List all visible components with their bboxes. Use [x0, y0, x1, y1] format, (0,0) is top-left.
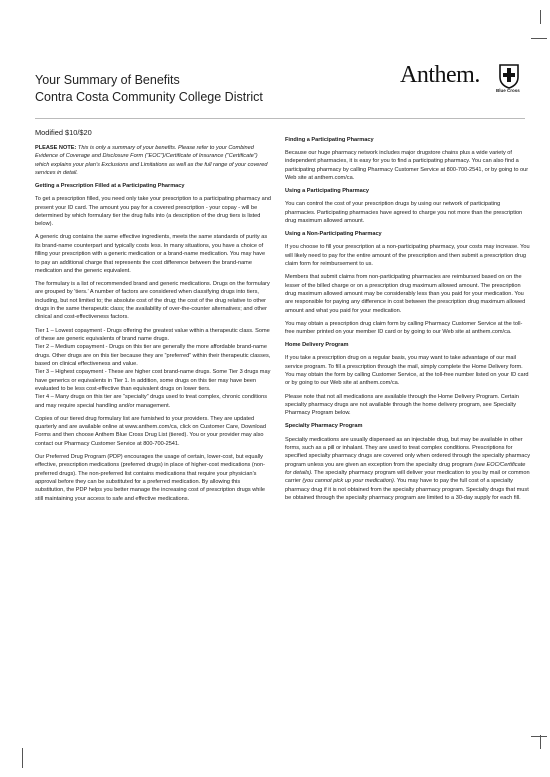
plan-version: Modified $10/$20	[35, 128, 92, 137]
crop-mark	[526, 10, 541, 24]
section-heading-home-delivery: Home Delivery Program	[285, 342, 349, 349]
paragraph: To get a prescription filled, you need only take your prescription to a participating pharmacy and present your ID card. The amount you pay for a covered prescription - your copay - will be determined by which formulary tier the drug falls into (a description of the drug tiers is listed below).	[35, 196, 272, 228]
paragraph: Our Preferred Drug Program (PDP) encourages the usage of certain, lower-cost, but equally effective, prescription medications (preferred drugs) in place of higher-cost medications (non-preferred drugs). The non-preferred list contains medications that require your physician’s approval before they can be substituted for a preferred medication. By allowing this substitution, the PDP helps you better manage the increasing cost of prescription drugs while still maintaining your access to safe and effective medications.	[35, 453, 265, 502]
crop-mark	[526, 735, 541, 749]
paragraph: You can control the cost of your prescription drugs by using our network of participating pharmacies. Participating pharmacies have agreed to charge you not more than the prescription drug maximum allowed amount.	[285, 201, 523, 225]
paragraph: Copies of our tiered drug formulary list are furnished to your providers. They are updated quarterly and are available online at www.anthem.com/ca, click on Customer Care, Download Forms and then choose Anthem Blue Cross Drug List (tiered). You or your provider may also contact our Pharmacy Customer Service at 800-700-2541.	[35, 415, 267, 447]
section-heading-finding-pharmacy: Finding a Participating Pharmacy	[285, 137, 374, 143]
document-subtitle: Contra Costa Community College District	[35, 90, 263, 104]
section-heading-getting-prescription: Getting a Prescription Filled at a Participating Pharmacy	[35, 183, 185, 190]
right-column	[285, 136, 531, 507]
logo-wordmark: Anthem.	[400, 62, 480, 88]
left-column	[35, 128, 271, 508]
text-run: The specialty pharmacy program will deliver your medication to you by mail or common carrier	[285, 469, 530, 485]
paragraph: Because our huge pharmacy network includes major drugstore chains plus a wide variety of independent pharmacies, it is easy for you to find a participating pharmacy. You can also find a participating pharmacy by calling Pharmacy Customer Service at 800-700-2541, or by going to our Web site at anthem.com/ca.	[285, 150, 529, 182]
tier-4-description: Tier 4 – Many drugs on this tier are “specialty” drugs used to treat complex, chronic conditions and may require special handling and/or management.	[35, 394, 268, 409]
tier-3-description: Tier 3 – Highest copayment - These are higher cost brand-name drugs. Some Tier 3 drugs may have generics or equivalents in Tier 1. In addition, some drugs on this tier may have been evaluated to be less cost-effective than equivalent drugs on lower tiers.	[35, 369, 271, 392]
text-run: You may have to pay the full cost of a specialty pharmacy drug if it is not obtained from the specialty pharmacy program. Specialty drugs that must be obtained through the specialty pharmacy program are limited to a 30-day supply for each fill.	[285, 478, 529, 501]
note-label: PLEASE NOTE:	[35, 145, 77, 151]
anthem-logo	[400, 62, 530, 102]
paragraph: A generic drug contains the same effective ingredients, meets the same standards of purity as its brand-name counterpart and typically costs less. In many situations, you have a choice of filling your prescription with a generic medication or a brand-name medication. You may have to pay an additional charge that represents the cost difference between the brand-name medication and the generic equivalent.	[35, 234, 268, 274]
crop-mark	[22, 748, 23, 768]
tier-1-description: Tier 1 – Lowest copayment - Drugs offering the greatest value within a therapeutic class. Some of these are generic equivalents of brand name drugs.	[35, 327, 270, 342]
section-heading-using-participating: Using a Participating Pharmacy	[285, 188, 369, 195]
please-note	[35, 144, 271, 177]
blue-cross-shield-icon	[498, 63, 520, 89]
document-title: Your Summary of Benefits	[35, 73, 180, 87]
text-run-italic: (see EOC/Certificate for details).	[285, 461, 526, 476]
text-run-italic: (you cannot pick up your medication).	[302, 478, 396, 485]
section-heading-specialty-pharmacy: Specialty Pharmacy Program	[285, 423, 363, 430]
tier-2-description: Tier 2 – Medium copayment - Drugs on this tier are generally the more affordable brand-name drugs. Other drugs are on this tier because they are “preferred” within their therapeutic classes, based on clinical effectiveness and value.	[35, 344, 271, 367]
crop-mark	[531, 38, 547, 39]
logo-subtext: Blue Cross	[496, 88, 520, 93]
note-body: This is only a summary of your benefits. Please refer to your Combined Evidence of Coverage and Disclosure Form (“EOC”)/Certificate of Insurance (“Certificate”) which explains your plan’s Exclusions and Limitations as well as the full range of your covered services in detail.	[35, 145, 268, 177]
section-heading-non-participating: Using a Non-Participating Pharmacy	[285, 231, 382, 238]
paragraph: If you take a prescription drug on a regular basis, you may want to take advantage of our mail service program. To fill a prescription through the mail, simply complete the Home Delivery form. You may obtain the form by calling Customer Service, at the toll-free number listed on your ID card or by going to our Web site at anthem.com/ca.	[285, 355, 529, 387]
paragraph	[285, 436, 531, 503]
paragraph: The formulary is a list of recommended brand and generic medications. Drugs on the formulary are grouped by ‘tiers.’ A number of factors are considered when classifying drugs into tiers, including, but not limited to; the absolute cost of the drug; the cost of the drug relative to other drugs in the same therapeutic class; the availability of over-the-counter alternatives; and other clinical and cost-effectiveness factors.	[35, 281, 270, 321]
paragraph: Please note that not all medications are available through the Home Delivery Program. Certain specialty pharmacy drugs are not available through the home delivery program, see Specialty Pharmacy Program below.	[285, 393, 519, 417]
paragraph: You may obtain a prescription drug claim form by calling Pharmacy Customer Service at the toll-free number printed on your member ID card or by going to our Web site at anthem.com/ca.	[285, 320, 523, 336]
text-run: Specialty medications are usually dispensed as an injectable drug, but may be available in other forms, such as a pill or inhalant. They are used to treat complex conditions. Prescriptions for specified specialty pharmacy drugs are covered only when ordered through the specialty pharmacy program unless you are given an exception from the specialty drug program	[285, 436, 531, 468]
paragraph: Members that submit claims from non-participating pharmacies are reimbursed based on on the lesser of the billed charge or on a prescription drug maximum allowed amount. The prescription drug maximum allowed amount may be considerably less than you paid for your medication. You are responsible for paying any difference in cost between the prescription drug maximum allowed amount and what you paid for your medication.	[285, 274, 526, 314]
header-divider	[35, 118, 525, 119]
paragraph: If you choose to fill your prescription at a non-participating pharmacy, your costs may increase. You will likely need to pay for the entire amount of the prescription and then submit a prescription drug claim form for reimbursement to us.	[285, 244, 530, 268]
crop-mark	[531, 736, 547, 737]
